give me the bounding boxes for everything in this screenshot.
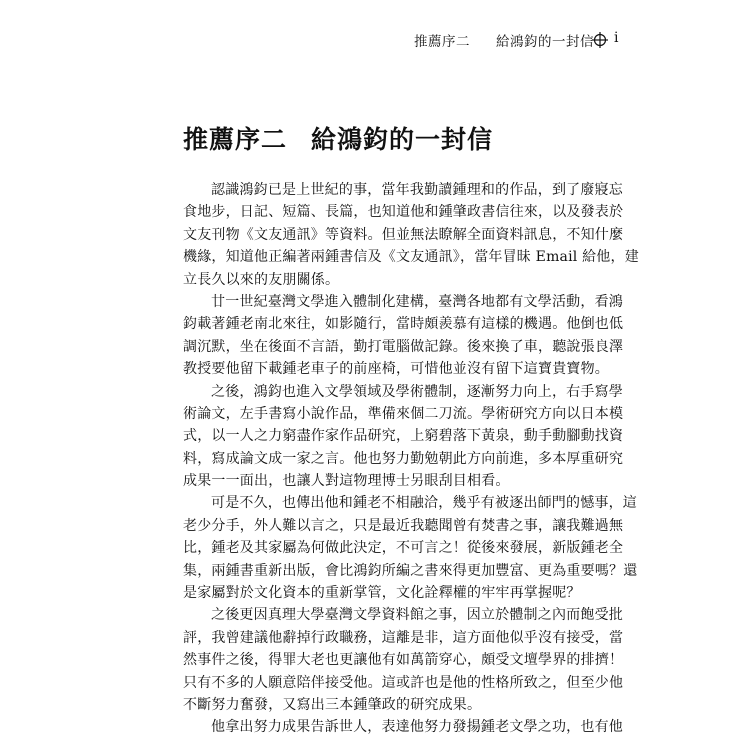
text-line: 文友刊物《文友通訊》等資料。但並無法瞭解全面資料訊息，不知什麼 <box>183 226 624 243</box>
paragraph <box>183 291 623 381</box>
text-line: 他拿出努力成果告訴世人，表達他努力發揚鍾老文學之功，也有他 <box>211 719 623 736</box>
text-line: 之後更因真理大學臺灣文學資料館之事，因立於體制之內而飽受批 <box>211 607 623 624</box>
crosshair-register-mark-icon <box>592 32 608 48</box>
header-section: 推薦序二 <box>414 34 470 50</box>
paragraph <box>183 492 638 604</box>
text-line: 教授要他留下載鍾老車子的前座椅，可惜他並沒有留下這寶貴寶物。 <box>183 361 609 378</box>
page-number: i <box>614 30 619 46</box>
text-line: 然事件之後，得罪大老也更讓他有如萬箭穿心，頗受文壇學界的排擠！ <box>183 652 624 669</box>
text-line: 可是不久，也傳出他和鍾老不相融洽，幾乎有被逐出師門的憾事，這 <box>211 495 637 512</box>
chapter-title-section: 推薦序二 <box>183 125 288 154</box>
text-line: 機緣，知道他正編著兩鍾書信及《文友通訊》，當年冒昧 Email 給他，建 <box>183 249 639 266</box>
chapter-title <box>183 120 493 156</box>
text-line: 立長久以來的友朋關係。 <box>183 271 340 288</box>
header-chapter: 給鴻鈞的一封信 <box>496 34 594 50</box>
text-line: 不斷努力奮發，又寫出三本鍾肇政的研究成果。 <box>183 696 482 713</box>
paragraph <box>183 381 623 493</box>
text-line: 認識鴻鈞已是上世紀的事，當年我勤讀鍾理和的作品，到了廢寢忘 <box>211 182 623 198</box>
text-line: 比，鍾老及其家屬為何做此決定，不可言之！從後來發展，新版鍾老全 <box>183 540 624 557</box>
text-line: 集，兩鍾書重新出版，會比鴻鈞所編之書來得更加豐富、更為重要嗎？還 <box>183 562 638 579</box>
text-line: 鈞載著鍾老南北來往，如影隨行，當時頗羨慕有這樣的機遇。他倒也低 <box>183 316 624 333</box>
chapter-title-main: 給鴻鈞的一封信 <box>311 125 494 154</box>
text-line: 成果一一面出，也讓人對這物理博士另眼刮目相看。 <box>183 473 510 490</box>
text-line: 只有不多的人願意陪伴接受他。這或許也是他的性格所致之，但至少他 <box>183 674 624 691</box>
paragraph <box>183 716 623 738</box>
text-line: 式，以一人之力窮盡作家作品研究，上窮碧落下黃泉，動手動腳動找資 <box>183 428 624 445</box>
text-line: 是家屬對於文化資本的重新掌管，文化詮釋權的牢牢再掌握呢？ <box>183 585 581 602</box>
text-line: 料，寫成論文成一家之言。他也努力勤勉朝此方向前進，多本厚重研究 <box>183 450 624 467</box>
text-line: 老少分手，外人難以言之，只是最近我聽聞曾有焚書之事，讓我難過無 <box>183 517 624 534</box>
paragraph <box>183 179 639 291</box>
paragraph <box>183 604 623 716</box>
text-line: 調沉默，坐在後面不言語，勤打電腦做記錄。後來換了車，聽說張良澤 <box>183 338 624 355</box>
text-line: 評，我曾建議他辭掉行政職務，這離是非，這方面他似乎沒有接受，當 <box>183 629 624 646</box>
body-text <box>183 179 639 739</box>
text-line: 廿一世紀臺灣文學進入體制化建構，臺灣各地都有文學活動，看鴻 <box>211 293 623 310</box>
text-line: 之後，鴻鈞也進入文學領域及學術體制，逐漸努力向上，右手寫學 <box>211 383 623 400</box>
text-line: 食地步，日記、短篇、長篇，也知道他和鍾肇政書信往來，以及發表於 <box>183 204 624 221</box>
text-line: 術論文，左手書寫小說作品，準備來個二刀流。學術研究方向以日本模 <box>183 405 624 422</box>
running-header <box>414 30 594 50</box>
